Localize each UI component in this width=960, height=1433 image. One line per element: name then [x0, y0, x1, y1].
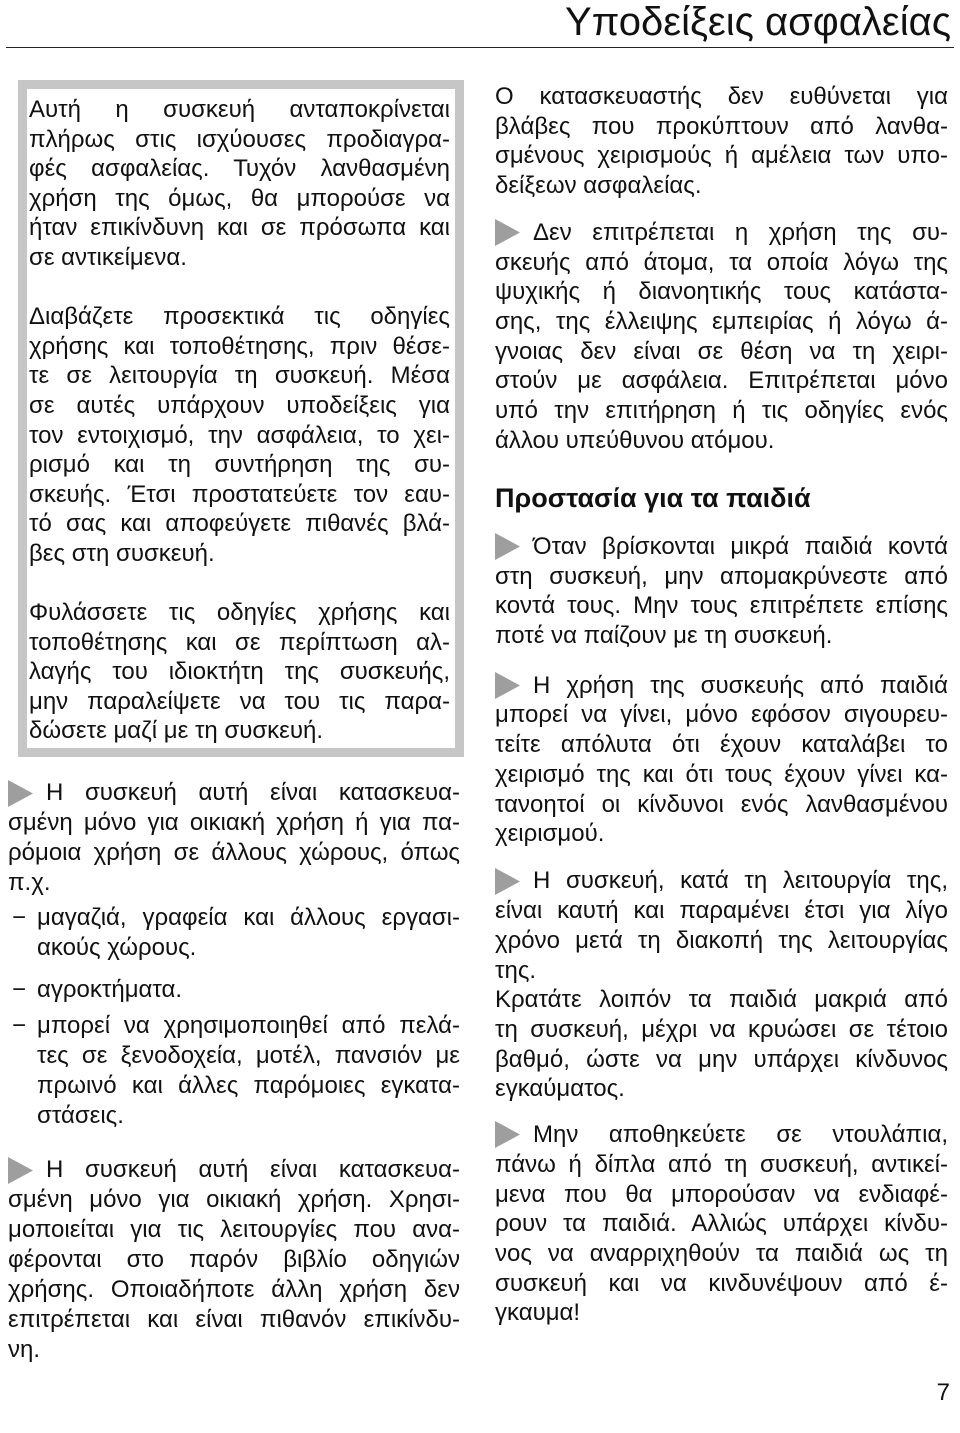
line-text: Δεν επιτρέπεται η χρήση της συ-: [533, 218, 948, 246]
line-text: μπορεί να χρησιμοποιηθεί από πελά-: [37, 1012, 460, 1039]
line-text: δώσετε μαζί με τη συσκευή.: [29, 717, 324, 745]
text-line: [495, 366, 948, 396]
safety-notice-box: [18, 80, 464, 757]
line-text: μενα που θα μπορούσαν να ενδιαφέ-: [495, 1180, 948, 1208]
line-text: φές ασφαλείας. Τυχόν λανθασμένη: [29, 155, 450, 183]
notice-paragraph: [29, 95, 450, 273]
line-text: Διαβάζετε προσεκτικά τις οδηγίες: [29, 303, 450, 331]
bullet-paragraph: [495, 218, 948, 456]
line-text: πάνω ή δίπλα από τη συσκευή, αντικεί-: [495, 1150, 948, 1178]
text-line: [8, 868, 460, 898]
text-line: [495, 926, 948, 956]
dash-list-item: [8, 1011, 460, 1131]
text-line: [495, 956, 948, 986]
bullet-triangle-icon: [8, 1157, 46, 1184]
line-text: Φυλάσσετε τις οδηγίες χρήσης και: [29, 599, 450, 627]
line-text: Όταν βρίσκονται μικρά παιδιά κοντά: [533, 532, 948, 560]
text-line: [8, 1305, 460, 1335]
text-line: [495, 1239, 948, 1269]
line-text: τοποθέτησης και σε περίπτωση αλ-: [29, 628, 450, 656]
text-line: [29, 154, 450, 184]
line-text: εγκαύματος.: [495, 1075, 625, 1103]
line-text: σε αντικείμενα.: [29, 243, 187, 271]
line-text: τον εντοιχισμό, την ασφάλεια, το χει-: [29, 421, 450, 449]
text-line: [495, 1180, 948, 1210]
text-line: [495, 866, 948, 896]
text-line: [29, 243, 450, 273]
text-line: [495, 1150, 948, 1180]
line-text: πλήρως στις ισχύουσες προδιαγρα-: [29, 125, 450, 153]
text-line: [8, 1275, 460, 1305]
text-line: [495, 218, 948, 248]
text-line: [29, 598, 450, 628]
text-line: [495, 819, 948, 849]
line-text: λαγής του ιδιοκτήτη της συσκευής,: [29, 658, 450, 686]
text-line: [495, 985, 948, 1015]
text-line: [8, 1101, 460, 1131]
line-text: χρήσης και τοποθέτησης, πριν θέσε-: [29, 332, 450, 360]
line-text: τείτε απόλυτα ότι έχουν καταλάβει το: [495, 731, 948, 759]
dash-marker: −: [12, 904, 27, 931]
text-line: [495, 671, 948, 701]
line-text: χρήση της όμως, θα μπορούσε να: [29, 184, 450, 212]
line-text: γνοιας δεν είναι σε θέση να τη χειρι-: [495, 337, 948, 365]
text-line: [495, 591, 948, 621]
text-line: [8, 1185, 460, 1215]
text-line: [495, 532, 948, 562]
page-title: Υποδείξεις ασφαλείας: [565, 0, 951, 44]
bullet-paragraph: [495, 671, 948, 849]
text-line: [495, 760, 948, 790]
line-text: Μην αποθηκεύετε σε ντουλάπια,: [533, 1121, 948, 1149]
text-line: [495, 1074, 948, 1104]
line-text: μαγαζιά, γραφεία και άλλους εργασι-: [37, 904, 460, 931]
line-text: χρόνο μετά τη διακοπή της λειτουργίας: [495, 926, 948, 954]
line-text: δείξεων ασφαλείας.: [495, 172, 702, 200]
text-line: [8, 1215, 460, 1245]
line-text: υπό την επιτήρηση ή τις οδηγίες ενός: [495, 397, 948, 425]
line-text: Ο κατασκευαστής δεν ευθύνεται για: [495, 83, 948, 110]
text-line: [495, 1298, 948, 1328]
notice-paragraph: [29, 302, 450, 568]
dash-list-item: [8, 903, 460, 963]
text-line: [495, 896, 948, 926]
line-text: της.: [495, 956, 537, 984]
text-line: [495, 700, 948, 730]
text-line: [8, 808, 460, 838]
line-text: είναι καυτή και παραμένει έτσι για λίγο: [495, 897, 948, 925]
text-line: [8, 933, 460, 963]
text-line: [29, 421, 450, 451]
line-text: μπορεί να γίνει, μόνο εφόσον σιγουρευ-: [495, 701, 948, 729]
line-text: σκευής από άτομα, τα οποία λόγω της: [495, 248, 948, 276]
line-text: στη συσκευή, μην απομακρύνεστε από: [495, 562, 948, 590]
line-text: τανοητοί οι κίνδυνοι ενός λανθασμένου: [495, 790, 948, 818]
line-text: ρισμό και τη συντήρηση της συ-: [29, 451, 450, 479]
text-line: [8, 1041, 460, 1071]
line-text: φέρονται στο παρόν βιβλίο οδηγιών: [8, 1246, 460, 1273]
line-text: σκευής. Έτσι προστατεύετε τον εαυ-: [29, 480, 450, 508]
line-text: Η χρήση της συσκευής από παιδιά: [533, 671, 948, 699]
bullet-paragraph: [8, 778, 460, 898]
line-text: αγροκτήματα.: [37, 976, 183, 1003]
line-text: ρουν τα παιδιά. Αλλιώς υπάρχει κίνδυ-: [495, 1210, 948, 1238]
text-line: [29, 184, 450, 214]
text-line: [495, 1045, 948, 1075]
line-text: π.χ.: [8, 869, 51, 896]
text-line: [495, 621, 948, 651]
dash-list-item: [8, 975, 460, 1005]
line-text: χειρισμό της και ότι τους έχουν γίνει κα-: [495, 760, 948, 788]
line-text: μην παραλείψετε να του τις παρα-: [29, 687, 450, 715]
text-line: [8, 1011, 460, 1041]
text-line: [495, 426, 948, 456]
intro-paragraph: [495, 82, 948, 201]
text-line: [8, 1155, 460, 1185]
line-text: στάσεις.: [37, 1102, 124, 1129]
line-text: επιτρέπεται και είναι πιθανόν επικίνδυ-: [8, 1306, 460, 1333]
text-line: [8, 838, 460, 868]
line-text: σης, της έλλειψης εμπειρίας ή λόγω ά-: [495, 307, 948, 335]
text-line: [29, 391, 450, 421]
line-text: στούν με ασφάλεια. Επιτρέπεται μόνο: [495, 367, 948, 395]
text-line: [29, 539, 450, 569]
text-line: [495, 82, 948, 112]
text-line: [495, 1269, 948, 1299]
left-column: [8, 778, 460, 1365]
line-text: κοντά τους. Μην τους επιτρέπετε επίσης: [495, 592, 948, 620]
text-line: [495, 141, 948, 171]
text-line: [495, 337, 948, 367]
line-text: χειρισμού.: [495, 820, 605, 848]
line-text: νη.: [8, 1336, 41, 1363]
line-text: βες στη συσκευή.: [29, 539, 215, 567]
line-text: ποτέ να παίζουν με τη συσκευή.: [495, 622, 833, 650]
text-line: [495, 790, 948, 820]
bullet-paragraph: [495, 866, 948, 1104]
line-text: βλάβες που προκύπτουν από λανθα-: [495, 112, 948, 140]
text-line: [29, 302, 450, 332]
line-text: πρωινό και άλλες παρόμοιες εγκατα-: [37, 1072, 460, 1099]
text-line: [8, 1335, 460, 1365]
line-text: τες σε ξενοδοχεία, μοτέλ, πανσιόν με: [37, 1042, 460, 1069]
line-text: μοποιείται για τις λειτουργίες που ανα-: [8, 1216, 460, 1243]
text-line: [495, 112, 948, 142]
line-text: Η συσκευή αυτή είναι κατασκευα-: [46, 1156, 460, 1183]
line-text: συσκευή και να κινδυνέψουν από έ-: [495, 1269, 948, 1297]
section-heading-child-safety: Προστασία για τα παιδιά: [495, 483, 811, 514]
bullet-triangle-icon: [495, 672, 533, 699]
line-text: άλλου υπεύθυνου ατόμου.: [495, 426, 775, 454]
text-line: [495, 307, 948, 337]
text-line: [495, 396, 948, 426]
text-line: [8, 903, 460, 933]
notice-paragraph: [29, 598, 450, 746]
text-line: [495, 248, 948, 278]
text-line: [29, 332, 450, 362]
text-line: [29, 509, 450, 539]
text-line: [495, 562, 948, 592]
line-text: Αυτή η συσκευή ανταποκρίνεται: [29, 96, 450, 123]
text-line: [8, 1071, 460, 1101]
bullet-triangle-icon: [495, 219, 533, 246]
line-text: σε αυτές υπάρχουν υποδείξεις για: [29, 391, 450, 419]
bullet-triangle-icon: [495, 868, 533, 895]
line-text: βαθμό, ώστε να μην υπάρχει κίνδυνος: [495, 1045, 948, 1073]
bullet-paragraph: [8, 1155, 460, 1365]
text-line: [8, 778, 460, 808]
bullet-triangle-icon: [8, 780, 46, 807]
right-column: [495, 82, 948, 1328]
text-line: [8, 1245, 460, 1275]
text-line: [495, 1209, 948, 1239]
line-text: ακούς χώρους.: [37, 934, 197, 961]
line-text: τό σας και αποφεύγετε πιθανές βλά-: [29, 510, 450, 538]
text-line: [29, 361, 450, 391]
text-line: [29, 687, 450, 717]
text-line: [495, 277, 948, 307]
bullet-triangle-icon: [495, 1121, 533, 1148]
page-number: 7: [936, 1379, 950, 1406]
line-text: Η συσκευή, κατά τη λειτουργία της,: [533, 867, 948, 895]
line-text: σμένη μόνο για οικιακή χρήση ή για πα-: [8, 809, 460, 836]
line-text: ήταν επικίνδυνη και σε πρόσωπα και: [29, 214, 450, 242]
text-line: [495, 1120, 948, 1150]
text-line: [8, 975, 460, 1005]
text-line: [29, 125, 450, 155]
header-rule: [6, 47, 954, 48]
line-text: σμένους χειρισμούς ή αμέλεια των υπο-: [495, 142, 948, 170]
line-text: τη συσκευή, μέχρι να κρυώσει σε τέτοιο: [495, 1015, 948, 1043]
dash-marker: −: [12, 976, 27, 1003]
text-line: [29, 450, 450, 480]
text-line: [29, 480, 450, 510]
text-line: [29, 213, 450, 243]
text-line: [495, 1015, 948, 1045]
line-text: Η συσκευή αυτή είναι κατασκευα-: [46, 779, 460, 806]
line-text: τε σε λειτουργία τη συσκευή. Μέσα: [29, 362, 450, 390]
line-text: ψυχικής ή διανοητικής τους κατάστα-: [495, 278, 948, 306]
text-line: [29, 95, 450, 125]
bullet-paragraph: [495, 1120, 948, 1328]
line-text: νος να αναρριχηθούν τα παιδιά ως τη: [495, 1239, 948, 1267]
text-line: [495, 730, 948, 760]
line-text: γκαυμα!: [495, 1299, 581, 1327]
text-line: [29, 716, 450, 746]
dash-marker: −: [12, 1012, 27, 1039]
bullet-paragraph: [495, 532, 948, 651]
line-text: ρόμοια χρήση σε άλλους χώρους, όπως: [8, 839, 460, 866]
line-text: χρήσης. Οποιαδήποτε άλλη χρήση δεν: [8, 1276, 460, 1303]
text-line: [29, 628, 450, 658]
line-text: σμένη μόνο για οικιακή χρήση. Χρησι-: [8, 1186, 460, 1213]
text-line: [495, 171, 948, 201]
bullet-triangle-icon: [495, 533, 533, 560]
text-line: [29, 657, 450, 687]
line-text: Κρατάτε λοιπόν τα παιδιά μακριά από: [495, 986, 948, 1014]
